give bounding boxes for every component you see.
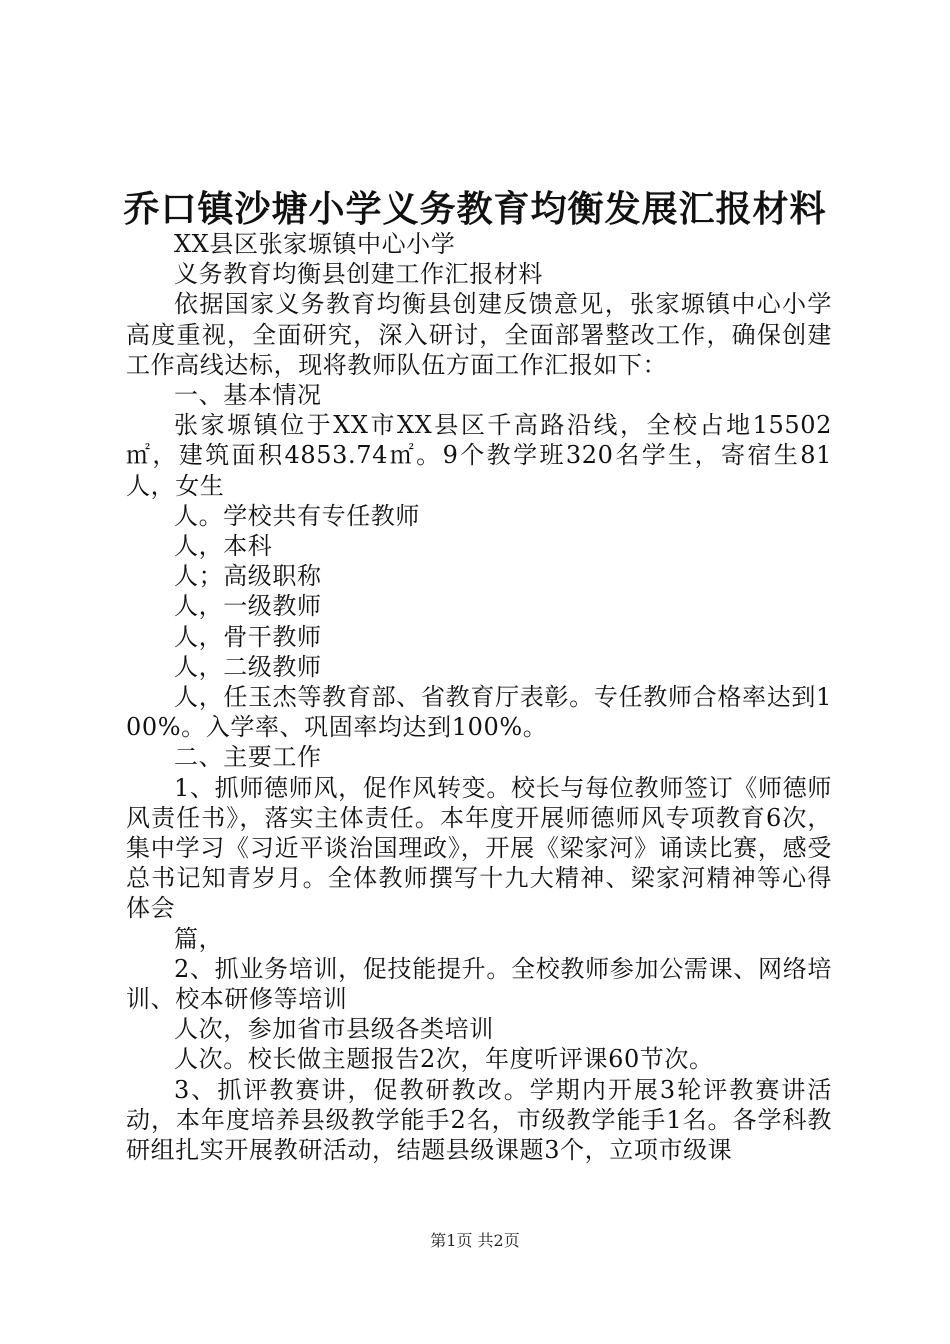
document-title: 乔口镇沙塘小学义务教育均衡发展汇报材料 bbox=[123, 188, 827, 230]
section-heading-basic: 一、基本情况 bbox=[174, 381, 322, 410]
page-number-footer: 第1页 共2页 bbox=[430, 1231, 520, 1250]
work-item-continuation: 人次。校长做主题报告2次，年度听评课60节次。 bbox=[174, 1045, 714, 1074]
work-item-paragraph: 1、抓师德师风，促作风转变。校长与每位教师签订《师德师风责任书》，落实主体责任。本年度开展师德师风专项教育6次，集中学习《习近平谈治国理政》，开展《梁家河》诵读比赛，感受总书记知青岁月。全体教师撰写十九大精神、梁家河精神等心得体会 bbox=[126, 773, 832, 923]
teacher-stat-line: 人。学校共有专任教师 bbox=[174, 501, 420, 530]
school-name-line: XX县区张家塬镇中心小学 bbox=[174, 230, 456, 258]
section-heading-main-work: 二、主要工作 bbox=[174, 743, 322, 772]
teacher-stat-line: 人，本科 bbox=[174, 532, 273, 561]
teacher-stat-line: 人，一级教师 bbox=[174, 592, 322, 621]
work-item-paragraph: 3、抓评教赛讲，促教研教改。学期内开展3轮评教赛讲活动，本年度培养县级教学能手2名，市级教学能手1名。各学科教研组扎实开展教研活动，结题县级课题3个，立项市级课 bbox=[126, 1075, 832, 1165]
teacher-stat-line: 人；高级职称 bbox=[174, 562, 322, 591]
work-item-continuation: 人次，参加省市县级各类培训 bbox=[174, 1015, 494, 1044]
teacher-summary-paragraph: 人，任玉杰等教育部、省教育厅表彰。专任教师合格率达到100%。入学率、巩固率均达到100%。 bbox=[126, 683, 832, 742]
teacher-stat-line: 人，骨干教师 bbox=[174, 622, 322, 651]
report-subtitle-line: 义务教育均衡县创建工作汇报材料 bbox=[174, 260, 543, 289]
basic-situation-paragraph: 张家塬镇位于XX市XX县区千高路沿线，全校占地15502㎡，建筑面积4853.74㎡。9个教学班320名学生，寄宿生81人，女生 bbox=[126, 411, 832, 500]
document-body bbox=[126, 229, 832, 1165]
teacher-stat-line: 人，二级教师 bbox=[174, 652, 322, 681]
intro-paragraph: 依据国家义务教育均衡县创建反馈意见，张家塬镇中心小学高度重视，全面研究，深入研讨，全面部署整改工作，确保创建工作高线达标，现将教师队伍方面工作汇报如下： bbox=[126, 290, 832, 379]
work-item-paragraph: 2、抓业务培训，促技能提升。全校教师参加公需课、网络培训、校本研修等培训 bbox=[126, 954, 832, 1014]
work-item-continuation: 篇， bbox=[174, 924, 224, 953]
